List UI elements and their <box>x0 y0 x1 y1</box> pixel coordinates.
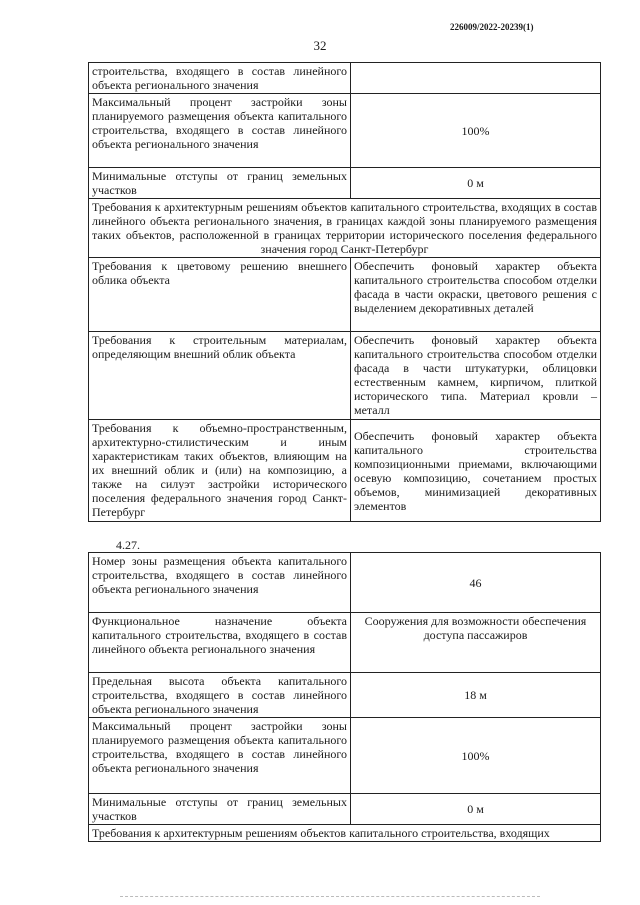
table-row <box>89 718 601 794</box>
table-row <box>89 553 601 613</box>
section-heading: Требования к архитектурным решениям объектов капитального строительства, входящих в состав линейного объекта регионального значения, в границах каждой зоны планируемого размещения таких объектов, расположенной в границах территории исторического поселения федерального значения город Санкт-Петербург <box>89 199 601 258</box>
row-value: 18 м <box>351 673 601 718</box>
table-row <box>89 332 601 420</box>
table-row <box>89 794 601 825</box>
row-value: 0 м <box>351 168 601 199</box>
table-row <box>89 94 601 168</box>
table-row <box>89 168 601 199</box>
table-row <box>89 673 601 718</box>
scan-artifact-line <box>120 896 540 897</box>
table-row <box>89 258 601 332</box>
row-label: Требования к объемно-пространственным, архитектурно-стилистическим и иным характеристикам таких объектов, влияющим на их внешний облик и (или) на композицию, а также на силуэт застройки исторического поселения федерального значения город Санкт-Петербург <box>89 420 351 522</box>
row-label: Функциональное назначение объекта капитального строительства, входящего в состав линейного объекта регионального значения <box>89 613 351 673</box>
section-heading-row <box>89 199 601 258</box>
row-label: Максимальный процент застройки зоны планируемого размещения объекта капитального строительства, входящего в состав линейного объекта регионального значения <box>89 94 351 168</box>
row-label: Максимальный процент застройки зоны планируемого размещения объекта капитального строительства, входящего в состав линейного объекта регионального значения <box>89 718 351 794</box>
row-label: строительства, входящего в состав линейного объекта регионального значения <box>89 63 351 94</box>
table-row <box>89 420 601 522</box>
requirements-table-1 <box>88 62 601 522</box>
page-number: 32 <box>313 38 327 53</box>
table-row <box>89 613 601 673</box>
row-label: Предельная высота объекта капитального строительства, входящего в состав линейного объекта регионального значения <box>89 673 351 718</box>
document-id: 226009/2022-20239(1) <box>450 22 534 32</box>
section-heading: Требования к архитектурным решениям объектов капитального строительства, входящих <box>89 825 601 842</box>
row-label: Номер зоны размещения объекта капитального строительства, входящего в состав линейного объекта регионального значения <box>89 553 351 613</box>
row-value: Сооружения для возможности обеспечения доступа пассажиров <box>351 613 601 673</box>
row-value <box>351 63 601 94</box>
table-row <box>89 63 601 94</box>
row-value: 100% <box>351 718 601 794</box>
row-label: Требования к цветовому решению внешнего облика объекта <box>89 258 351 332</box>
row-value: 0 м <box>351 794 601 825</box>
row-value: Обеспечить фоновый характер объекта капитального строительства композиционными приемами, включающими осевую композицию, сочетанием простых объемов, минимизацией декоративных элементов <box>351 420 601 522</box>
row-label: Минимальные отступы от границ земельных участков <box>89 168 351 199</box>
zone-46-table <box>88 552 601 842</box>
row-value: 100% <box>351 94 601 168</box>
section-number: 4.27. <box>116 538 140 552</box>
row-label: Минимальные отступы от границ земельных участков <box>89 794 351 825</box>
row-value: 46 <box>351 553 601 613</box>
row-label: Требования к строительным материалам, определяющим внешний облик объекта <box>89 332 351 420</box>
row-value: Обеспечить фоновый характер объекта капитального строительства способом отделки фасада в части окраски, цветового решения с выделением декоративных деталей <box>351 258 601 332</box>
row-value: Обеспечить фоновый характер объекта капитального строительства способом отделки фасада в части штукатурки, облицовки естественным камнем, кирпичом, плиткой исторического типа. Материал кровли – металл <box>351 332 601 420</box>
section-heading-row <box>89 825 601 842</box>
